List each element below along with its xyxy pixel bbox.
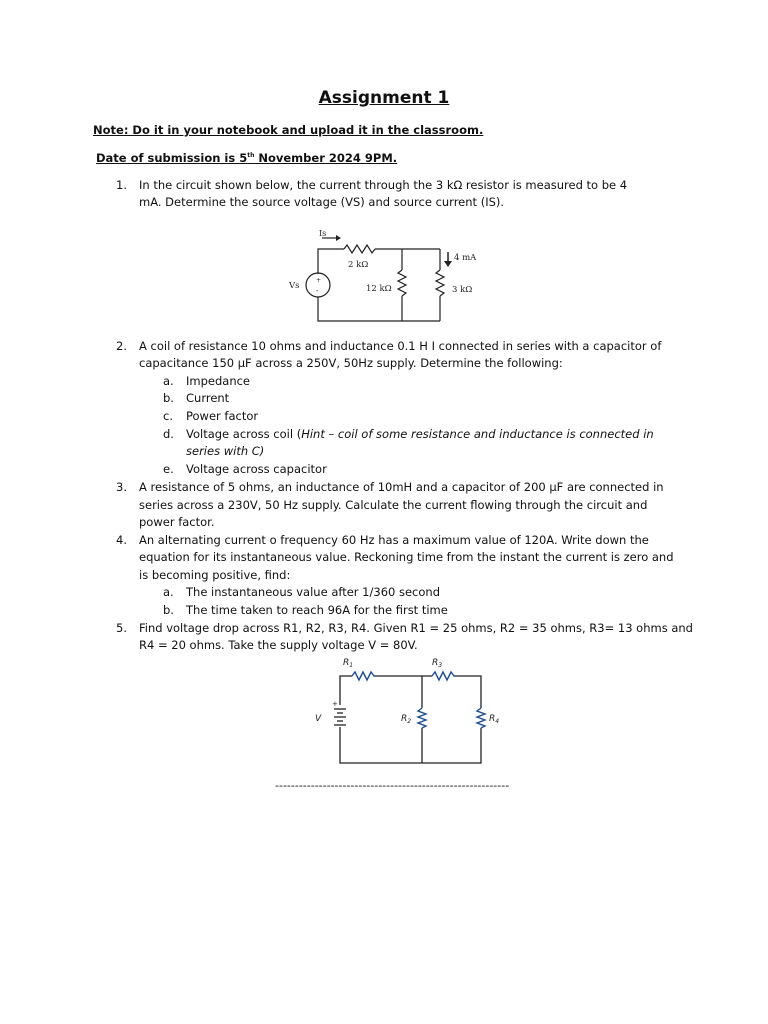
question-1-number: 1. bbox=[116, 178, 127, 192]
question-5-number: 5. bbox=[116, 621, 127, 635]
question-4-line-1: An alternating current o frequency 60 Hz has a maximum value of 120A. Write down the bbox=[139, 533, 649, 547]
q4-item-b-label: b. bbox=[163, 603, 174, 617]
question-2-line-2: capacitance 150 µF across a 250V, 50Hz supply. Determine the following: bbox=[139, 356, 563, 370]
submission-date bbox=[96, 151, 397, 165]
resistor-2k-label: 2 kΩ bbox=[348, 260, 369, 270]
q4-item-b-text: The time taken to reach 96A for the first time bbox=[186, 603, 448, 617]
svg-text:-: - bbox=[316, 287, 319, 295]
question-3-number: 3. bbox=[116, 480, 127, 494]
question-3-line-2: series across a 230V, 50 Hz supply. Calculate the current flowing through the circuit and bbox=[139, 498, 648, 512]
question-5-line-1: Find voltage drop across R1, R2, R3, R4. Given R1 = 25 ohms, R2 = 35 ohms, R3= 13 ohms and bbox=[139, 621, 693, 635]
q2-item-d-main: Voltage across coil ( bbox=[186, 427, 302, 441]
end-divider: ----------------------------------------------------------- bbox=[275, 779, 510, 792]
r3-label: $R_3$ bbox=[432, 658, 443, 669]
svg-text:+: + bbox=[316, 277, 322, 284]
current-4ma-label: 4 mA bbox=[454, 253, 477, 263]
q2-item-d-text bbox=[186, 426, 654, 444]
resistor-3k-label: 3 kΩ bbox=[452, 285, 473, 295]
question-4-number: 4. bbox=[116, 533, 127, 547]
r4-label: $R_4$ bbox=[489, 714, 500, 725]
q4-item-a-label: a. bbox=[163, 585, 174, 599]
page-title: Assignment 1 bbox=[318, 88, 450, 108]
q2-item-b-label: b. bbox=[163, 391, 174, 405]
date-prefix: Date of submission is 5 bbox=[96, 151, 248, 165]
question-3-line-3: power factor. bbox=[139, 515, 215, 529]
q2-item-d-hint-2 bbox=[186, 443, 264, 461]
question-1-line-2: mA. Determine the source voltage (VS) and source current (IS). bbox=[139, 195, 505, 209]
q2-item-c-label: c. bbox=[163, 409, 173, 423]
q2-item-c-text: Power factor bbox=[186, 409, 259, 423]
r1-label: $R_1$ bbox=[343, 658, 354, 669]
q2-item-b-text: Current bbox=[186, 391, 230, 405]
resistor-symbols bbox=[352, 672, 485, 728]
circuit-figure-1 bbox=[282, 224, 488, 324]
note-text: Note: Do it in your notebook and upload it in the classroom. bbox=[93, 123, 484, 137]
source-voltage-label: Vs bbox=[289, 281, 300, 291]
question-5-line-2: R4 = 20 ohms. Take the supply voltage V = 80V. bbox=[139, 638, 418, 652]
question-3-line-1: A resistance of 5 ohms, an inductance of 10mH and a capacitor of 200 µF are connected in bbox=[139, 480, 664, 494]
svg-text:+: + bbox=[332, 700, 338, 708]
q2-item-d-hint-cont: series with C) bbox=[186, 444, 265, 458]
supply-voltage-label: V bbox=[315, 714, 322, 724]
q2-item-d-hint: Hint – coil of some resistance and inductance is connected in bbox=[301, 427, 654, 441]
r2-label: $R_2$ bbox=[401, 714, 412, 725]
q2-item-a-label: a. bbox=[163, 374, 174, 388]
q2-item-a-text: Impedance bbox=[186, 374, 251, 388]
question-2-number: 2. bbox=[116, 339, 127, 353]
resistor-12k-label: 12 kΩ bbox=[366, 284, 392, 294]
q2-item-d-label: d. bbox=[163, 427, 174, 441]
q2-item-e-text: Voltage across capacitor bbox=[186, 462, 327, 476]
question-4-line-2: equation for its instantaneous value. Reckoning time from the instant the current is zero and bbox=[139, 550, 674, 564]
q4-item-a-text: The instantaneous value after 1/360 second bbox=[186, 585, 440, 599]
date-superscript: th bbox=[247, 152, 255, 160]
q2-item-e-label: e. bbox=[163, 462, 174, 476]
source-current-label: Is bbox=[319, 229, 327, 238]
question-4-line-3: is becoming positive, find: bbox=[139, 568, 291, 582]
circuit-figure-2 bbox=[284, 653, 532, 771]
question-1-line-1: In the circuit shown below, the current through the 3 kΩ resistor is measured to be 4 bbox=[139, 178, 628, 192]
question-2-line-1: A coil of resistance 10 ohms and inductance 0.1 H I connected in series with a capacitor of bbox=[139, 339, 662, 353]
date-suffix: November 2024 9PM. bbox=[254, 151, 398, 165]
